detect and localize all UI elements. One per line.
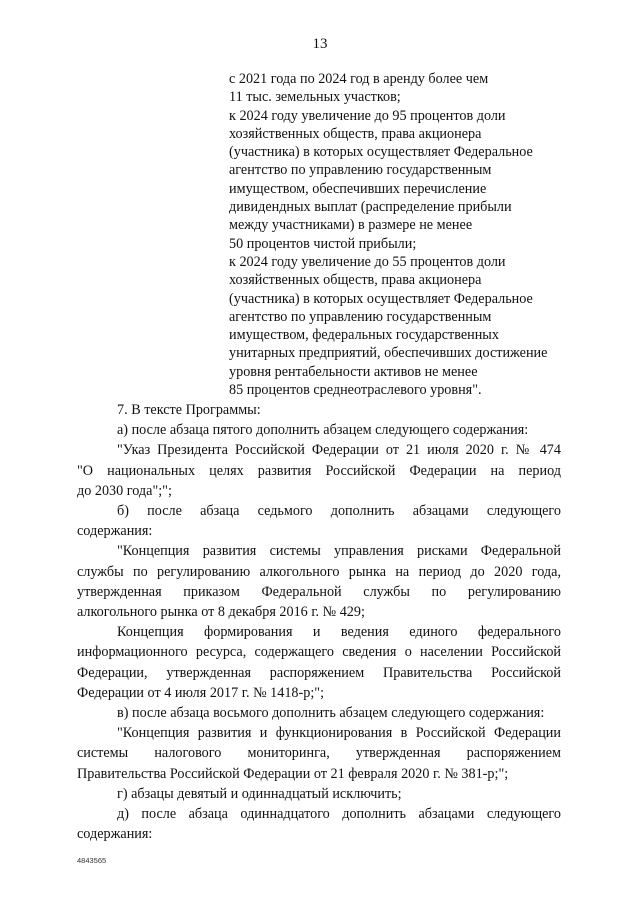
text-line: (участника) в которых осуществляет Федеральное [229, 290, 533, 307]
text-line: "О национальных целях развития Российской Федерации на период [77, 462, 561, 479]
body-text-block [77, 400, 561, 844]
text-line: "Концепция развития и функционирования в Российской Федерации [117, 725, 561, 742]
document-code: 4843565 [77, 856, 107, 865]
text-line: в) после абзаца восьмого дополнить абзацем следующего содержания: [117, 705, 545, 722]
text-line: 85 процентов среднеотраслевого уровня". [229, 382, 482, 399]
text-line: системы налогового мониторинга, утвержденная распоряжением [77, 745, 561, 762]
text-line: 11 тыс. земельных участков; [229, 89, 401, 106]
text-line: между участниками) в размере не менее [229, 217, 473, 234]
text-line: Концепция формирования и ведения единого федерального [117, 624, 561, 641]
text-line: службы по регулированию алкогольного рынка на период до 2020 года, [77, 563, 561, 580]
text-line: с 2021 года по 2024 год в аренду более чем [229, 71, 489, 87]
text-line: 7. В тексте Программы: [117, 402, 261, 418]
text-line: содержания: [77, 826, 153, 843]
text-line: б) после абзаца седьмого дополнить абзацами следующего [117, 503, 561, 520]
text-line: д) после абзаца одиннадцатого дополнить абзацами следующего [117, 806, 561, 823]
text-line: "Концепция развития системы управления рисками Федеральной [117, 543, 561, 560]
text-line: алкогольного рынка от 8 декабря 2016 г. № 429; [77, 604, 365, 621]
text-line: имуществом, федеральных государственных [229, 327, 499, 344]
text-line: 50 процентов чистой прибыли; [229, 235, 417, 252]
text-line: агентство по управлению государственным [229, 162, 492, 179]
text-line: хозяйственных обществ, права акционера [229, 125, 482, 142]
text-line: уровня рентабельности активов не менее [229, 363, 478, 380]
text-line: г) абзацы девятый и одиннадцатый исключить; [117, 785, 402, 802]
text-line: Федерации, утвержденная распоряжением Правительства Российской [77, 664, 561, 681]
text-line: информационного ресурса, содержащего сведения о населении Российской [77, 644, 561, 661]
text-line: (участника) в которых осуществляет Федеральное [229, 144, 533, 161]
text-line: "Указ Президента Российской Федерации от 21 июля 2020 г. № 474 [117, 442, 561, 459]
text-line: агентство по управлению государственным [229, 308, 492, 325]
text-line: хозяйственных обществ, права акционера [229, 272, 482, 289]
text-line: дивидендных выплат (распределение прибыли [229, 199, 512, 216]
text-line: к 2024 году увеличение до 55 процентов доли [229, 253, 506, 270]
text-line: Федерации от 4 июля 2017 г. № 1418-р;"; [77, 684, 325, 701]
text-line: к 2024 году увеличение до 95 процентов доли [229, 107, 506, 124]
text-line: до 2030 года";"; [77, 482, 172, 499]
text-line: Правительства Российской Федерации от 21 февраля 2020 г. № 381-р;"; [77, 765, 509, 782]
text-line: имуществом, обеспечивших перечисление [229, 180, 487, 197]
text-line: унитарных предприятий, обеспечивших достижение [229, 345, 548, 362]
text-line: а) после абзаца пятого дополнить абзацем следующего содержания: [117, 422, 529, 439]
indented-text-block [229, 70, 589, 399]
text-line: содержания: [77, 523, 153, 540]
text-line: утвержденная приказом Федеральной службы по регулированию [77, 583, 561, 600]
page-number: 13 [312, 36, 328, 52]
